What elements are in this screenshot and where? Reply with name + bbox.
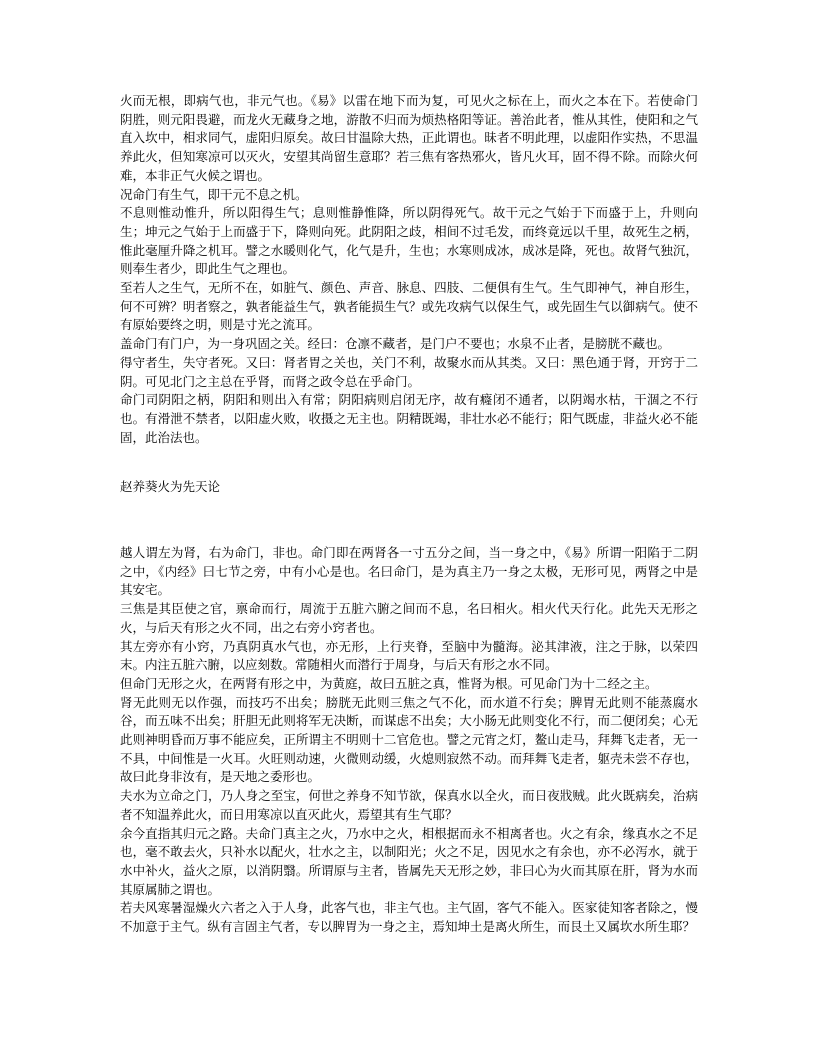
paragraph: 三焦是其臣使之官，禀命而行，周流于五脏六腑之间而不息，名曰相火。相火代天行化。此先天无形之火，与后天有形之火不同，出之右旁小窍者也。 — [120, 601, 698, 635]
document-page — [120, 92, 698, 935]
paragraph: 盖命门有门户，为一身巩固之关。经曰：仓凛不藏者，是门户不要也；水泉不止者，是膀胱不藏也。 — [120, 336, 671, 352]
paragraph: 肾无此则无以作强，而技巧不出矣；膀胱无此则三焦之气不化，而水道不行矣；脾胃无此则不能蒸腐水谷，而五味不出矣；肝胆无此则将军无决断，而谋虑不出矣；大小肠无此则变化不行，而二便闭矣；心无此则神明昏而万事不能应矣，正所谓主不明则十二官危也。譬之元宵之灯，鳌山走马，拜舞飞走者，无一不具，中间惟是一火耳。火旺则动速，火微则动缓，火熄则寂然不动。而拜舞飞走者，躯壳未尝不存也，故曰此身非汝有，是天地之委形也。 — [120, 694, 698, 785]
section-body — [120, 544, 698, 937]
paragraph: 但命门无形之火，在两肾有形之中，为黄庭，故曰五脏之真，惟肾为根。可见命门为十二经之主。 — [120, 675, 658, 691]
paragraph: 余今直指其归元之路。夫命门真主之火，乃水中之火，相根据而永不相离者也。火之有余，缘真水之不足也，毫不敢去火，只补水以配火，壮水之主，以制阳光；火之不足，因见水之有余也，亦不必泻水，就于水中补火，益火之原，以消阴翳。所谓原与主者，皆属先天无形之妙，非曰心为火而其原在肝，肾为水而其原属肺之谓也。 — [120, 825, 698, 897]
paragraph: 不息则惟动惟升，所以阳得生气；息则惟静惟降，所以阴得死气。故干元之气始于下而盛于上，升则向生；坤元之气始于上而盛于下，降则向死。此阴阳之歧，相间不过毛发，而终竟远以千里，故死生之柄，惟此毫厘升降之机耳。譬之水暖则化气，化气是升，生也；水寒则成冰，成冰是降，死也。故肾气独沉，则奉生者少，即此生气之理也。 — [120, 205, 698, 277]
paragraph: 命门司阴阳之柄，阴阳和则出入有常；阴阳病则启闭无序，故有癃闭不通者，以阴竭水枯，干涸之不行也。有滑泄不禁者，以阳虚火败，收摄之无主也。阴精既竭，非壮水必不能行；阳气既虚，非益火必不能固，此治法也。 — [120, 392, 698, 445]
paragraph: 况命门有生气，即干元不息之机。 — [120, 186, 308, 202]
paragraph: 得守者生，失守者死。又曰：肾者胃之关也，关门不利，故聚水而从其类。又曰：黑色通于肾，开窍于二阴。可见北门之主总在乎肾，而肾之政令总在乎命门。 — [120, 354, 698, 389]
section-title: 赵养葵火为先天论 — [120, 479, 221, 494]
paragraph: 夫水为立命之门，乃人身之至宝，何世之养身不知节欲，保真水以全火，而日夜戕贼。此火既病矣，治病者不知温养此火，而日用寒凉以直灭此火，焉望其有生气耶？ — [120, 788, 698, 822]
paragraph: 其左旁亦有小窍，乃真阴真水气也，亦无形，上行夹脊，至脑中为髓海。泌其津液，注之于脉，以荣四末。内注五脏六腑，以应刻数。常随相火而潜行于周身，与后天有形之水不同。 — [120, 638, 698, 673]
paragraph: 火而无根，即病气也，非元气也。《易》以雷在地下而为复，可见火之标在上，而火之本在下。若使命门阴胜，则元阳畏避，而龙火无藏身之地，游散不归而为烦热格阳等证。善治此者，惟从其性，使阳和之气直入坎中，相求同气，虚阳归原矣。故曰甘温除大热，正此谓也。昧者不明此理，以虚阳作实热，不思温养此火，但知寒凉可以灭火，安望其尚留生意耶？若三焦有客热邪火，皆凡火耳，固不得不除。而除火何难，本非正气火候之谓也。 — [120, 93, 698, 183]
paragraph: 至若人之生气，无所不在，如脏气、颜色、声音、脉息、四肢、二便俱有生气。生气即神气，神自形生，何不可辨？明者察之，孰者能益生气，孰者能损生气？或先攻病气以保生气，或先固生气以御病气。使不有原始要终之明，则是寸光之流耳。 — [120, 280, 698, 333]
paragraph: 若夫风寒暑湿燥火六者之入于人身，此客气也，非主气也。主气固，客气不能入。医家徒知客者除之，慢不加意于主气。纵有言固主气者，专以脾胃为一身之主，焉知坤土是离火所生，而艮土又属坎水所生耶？ — [120, 900, 698, 935]
paragraph: 越人谓左为肾，右为命门，非也。命门即在两肾各一寸五分之间，当一身之中，《易》所谓一阳陷于二阴之中，《内经》曰七节之旁，中有小心是也。名曰命门，是为真主乃一身之太极，无形可见，两肾之中是其安宅。 — [120, 545, 698, 598]
